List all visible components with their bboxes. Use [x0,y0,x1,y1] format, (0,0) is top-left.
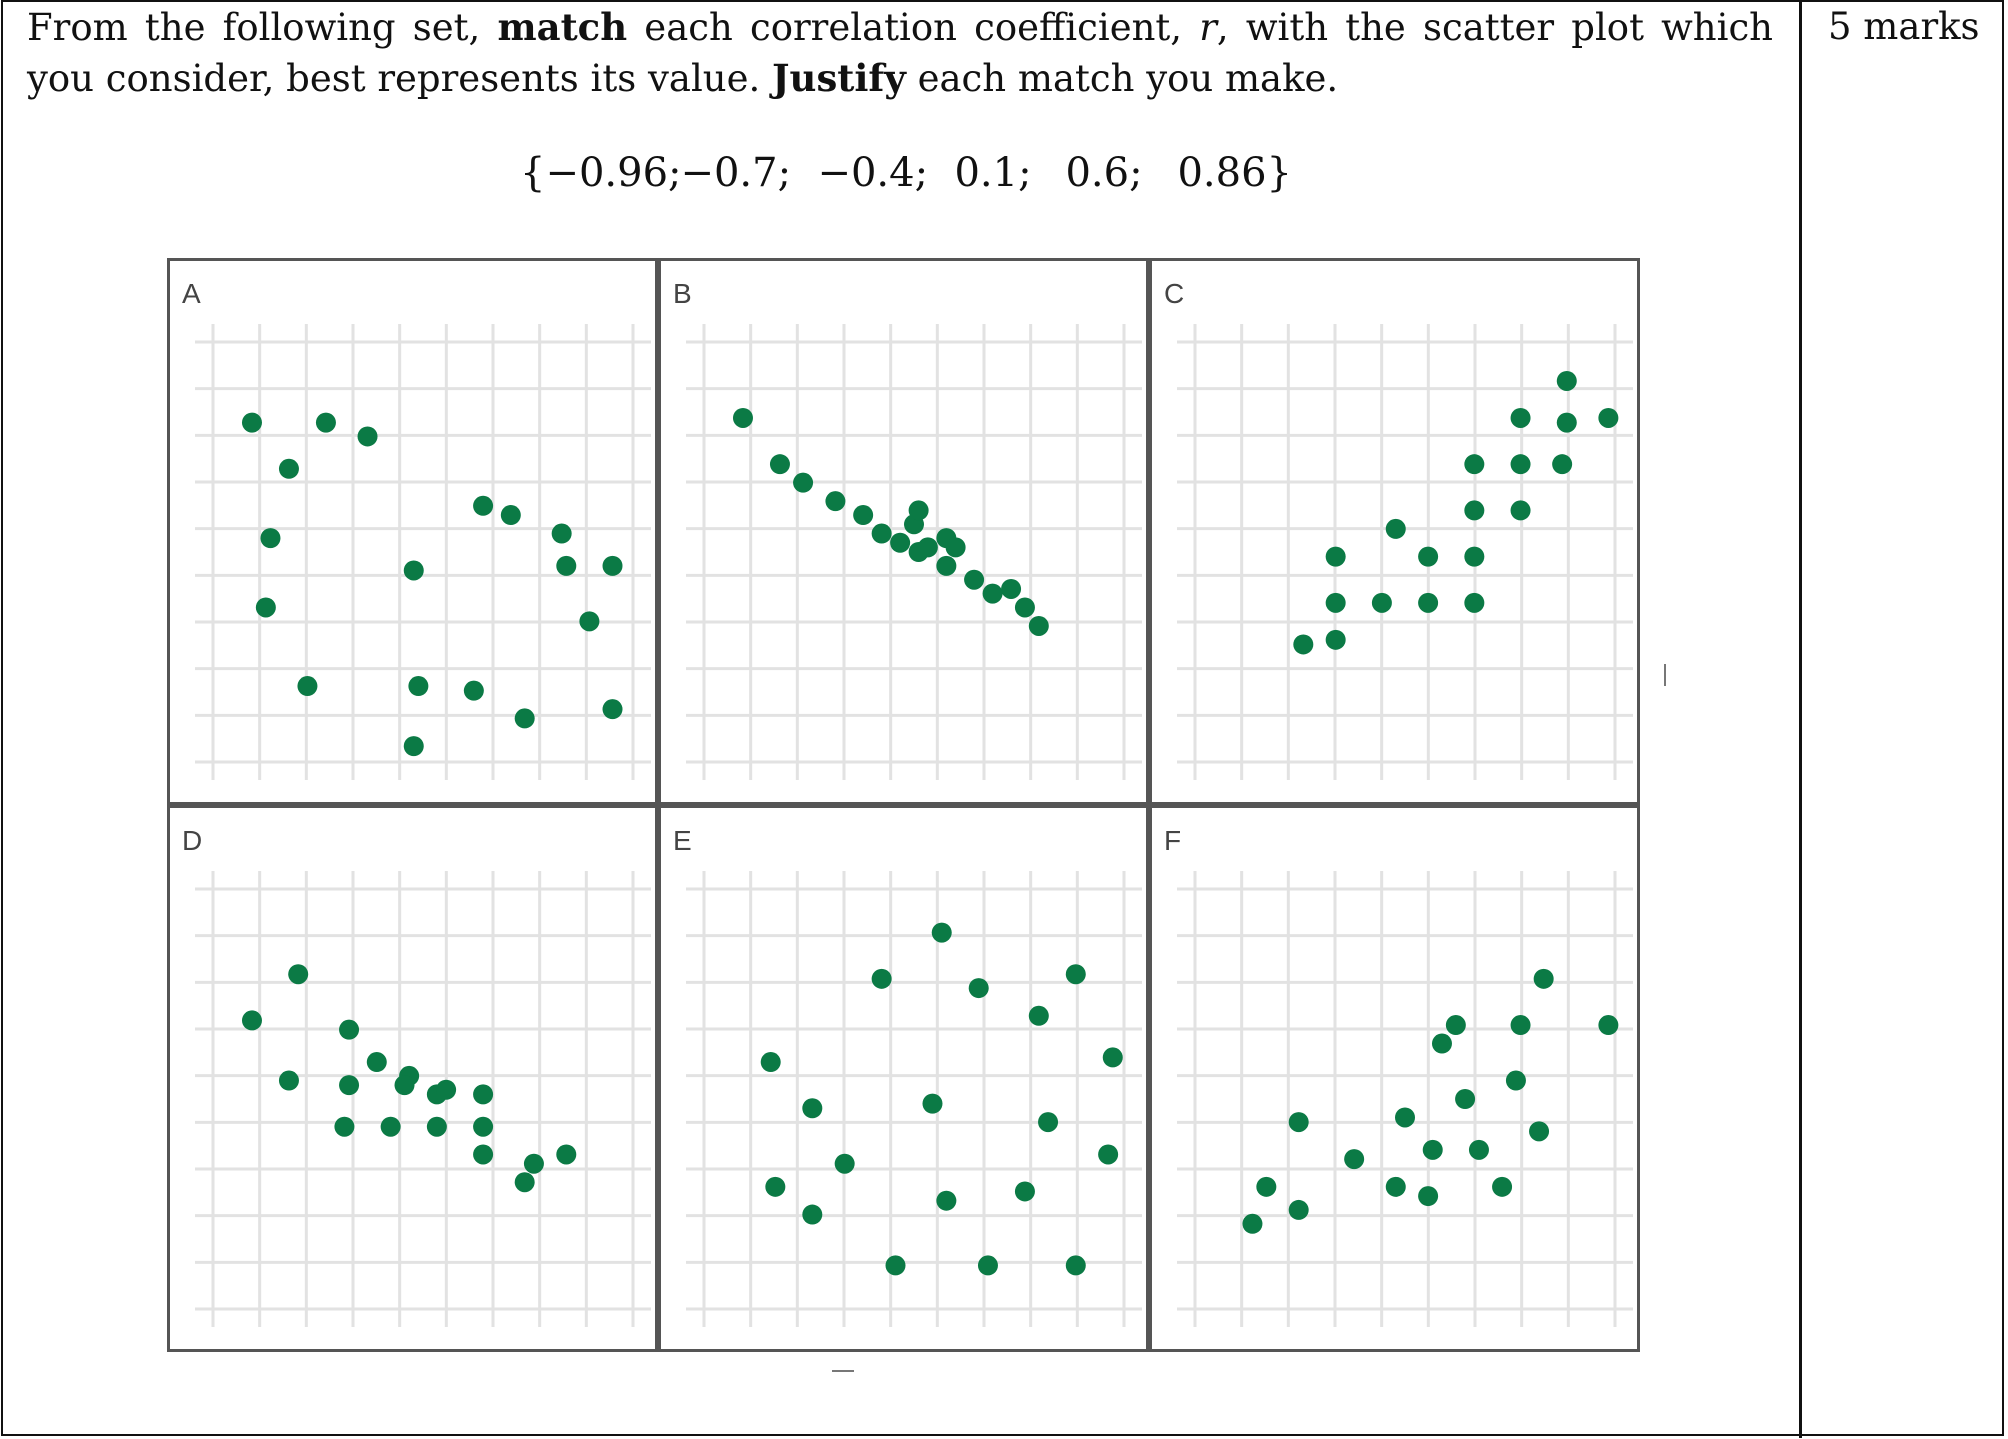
data-point [853,505,873,525]
data-point [404,560,424,580]
scatter-panel-b [658,258,1149,805]
data-point [1256,1177,1276,1197]
data-point [802,1098,822,1118]
data-point [890,533,910,553]
data-point [552,524,572,544]
data-point [886,1255,906,1275]
data-point [1511,500,1531,520]
coefficient-value: 0.86 [1177,150,1267,196]
data-point [1066,964,1086,984]
data-point [1464,500,1484,520]
data-point [1015,597,1035,617]
data-point [1386,519,1406,539]
data-point [1418,1186,1438,1206]
keyword-match: match [497,5,628,49]
data-point [1029,1006,1049,1026]
panel-label: C [1164,278,1185,309]
scatter-plot-grid [167,258,1642,1360]
data-point [1326,547,1346,567]
data-point [464,681,484,701]
question-text [27,2,1773,104]
data-point [1511,408,1531,428]
scan-mark [1664,664,1666,686]
data-point [524,1154,544,1174]
data-point [1015,1181,1035,1201]
data-point [579,611,599,631]
data-point [334,1117,354,1137]
data-point [1418,593,1438,613]
data-point [1098,1144,1118,1164]
data-point [556,556,576,576]
data-point [1598,408,1618,428]
r-symbol: r [1199,6,1217,49]
data-point [1395,1107,1415,1127]
data-point [922,1094,942,1114]
question-part3: , with the scatter plot which you consider, best represents its value. [27,6,1773,100]
data-point [367,1052,387,1072]
data-point [473,1117,493,1137]
data-point [1066,1255,1086,1275]
data-point [1511,454,1531,474]
data-point [1289,1112,1309,1132]
data-point [1557,413,1577,433]
data-point [770,454,790,474]
data-point [936,1191,956,1211]
data-point [242,1010,262,1030]
data-point [1001,579,1021,599]
coefficient-value: −0.4; [817,150,929,196]
data-point [339,1020,359,1040]
data-point [260,528,280,548]
data-point [1469,1140,1489,1160]
question-part2: each correlation coefficient, [627,6,1200,49]
data-point [1506,1071,1526,1091]
data-point [936,556,956,576]
data-point [603,556,623,576]
coefficient-value: 0.6; [1065,150,1143,196]
data-point [297,676,317,696]
data-point [436,1080,456,1100]
data-point [556,1144,576,1164]
data-point [761,1052,781,1072]
data-point [1326,593,1346,613]
data-point [802,1205,822,1225]
scatter-panel-c [1149,258,1640,805]
data-point [339,1075,359,1095]
keyword-justify: Justify [772,56,906,100]
data-point [242,413,262,433]
data-point [279,459,299,479]
data-point [473,496,493,516]
scatter-panel-f [1149,805,1640,1352]
coefficient-value: −0.7; [680,150,792,196]
column-divider [1799,0,1802,1438]
data-point [983,584,1003,604]
data-point [733,408,753,428]
data-point [1534,969,1554,989]
data-point [825,491,845,511]
data-point [427,1117,447,1137]
data-point [1289,1200,1309,1220]
data-point [358,426,378,446]
data-point [909,500,929,520]
data-point [1464,454,1484,474]
coefficient-value: 0.1; [954,150,1032,196]
data-point [316,413,336,433]
data-point [515,708,535,728]
coefficient-value: −0.96; [545,150,682,196]
data-point [1557,371,1577,391]
data-point [932,923,952,943]
data-point [1552,454,1572,474]
data-point [978,1255,998,1275]
panel-label: D [182,825,203,856]
data-point [395,1075,415,1095]
data-point [835,1154,855,1174]
data-point [918,537,938,557]
data-point [1511,1015,1531,1035]
data-point [515,1172,535,1192]
marks-label: 5 marks [1828,5,1980,48]
data-point [473,1084,493,1104]
panel-label: B [673,278,692,309]
data-point [1432,1034,1452,1054]
data-point [1446,1015,1466,1035]
data-point [279,1071,299,1091]
data-point [603,699,623,719]
data-point [288,964,308,984]
data-point [793,473,813,493]
data-point [1344,1149,1364,1169]
data-point [1326,630,1346,650]
question-part4: each match you make. [905,57,1339,100]
panel-label: F [1164,825,1182,856]
panel-label: E [673,825,692,856]
data-point [1103,1047,1123,1067]
open-brace: { [520,150,546,196]
data-point [256,597,276,617]
data-point [1029,616,1049,636]
data-point [408,676,428,696]
data-point [1038,1112,1058,1132]
scatter-panel-a [167,258,658,805]
panel-background [1149,805,1640,1352]
data-point [473,1144,493,1164]
scatter-panel-e [658,805,1149,1352]
scan-mark [832,1370,854,1372]
data-point [381,1117,401,1137]
data-point [1598,1015,1618,1035]
panel-background [167,258,658,805]
data-point [1492,1177,1512,1197]
data-point [1464,593,1484,613]
data-point [1418,547,1438,567]
data-point [1293,634,1313,654]
data-point [765,1177,785,1197]
data-point [1455,1089,1475,1109]
coefficient-set [520,148,1292,198]
data-point [1386,1177,1406,1197]
data-point [1372,593,1392,613]
scatter-panel-d [167,805,658,1352]
data-point [404,736,424,756]
data-point [1423,1140,1443,1160]
data-point [872,969,892,989]
data-point [1529,1121,1549,1141]
data-point [1464,547,1484,567]
data-point [1242,1214,1262,1234]
panel-background [658,258,1149,805]
data-point [964,570,984,590]
data-point [872,524,892,544]
close-brace: } [1266,150,1292,196]
data-point [969,978,989,998]
question-part1: From the following set, [27,6,498,49]
panel-label: A [182,278,201,309]
data-point [946,537,966,557]
data-point [501,505,521,525]
